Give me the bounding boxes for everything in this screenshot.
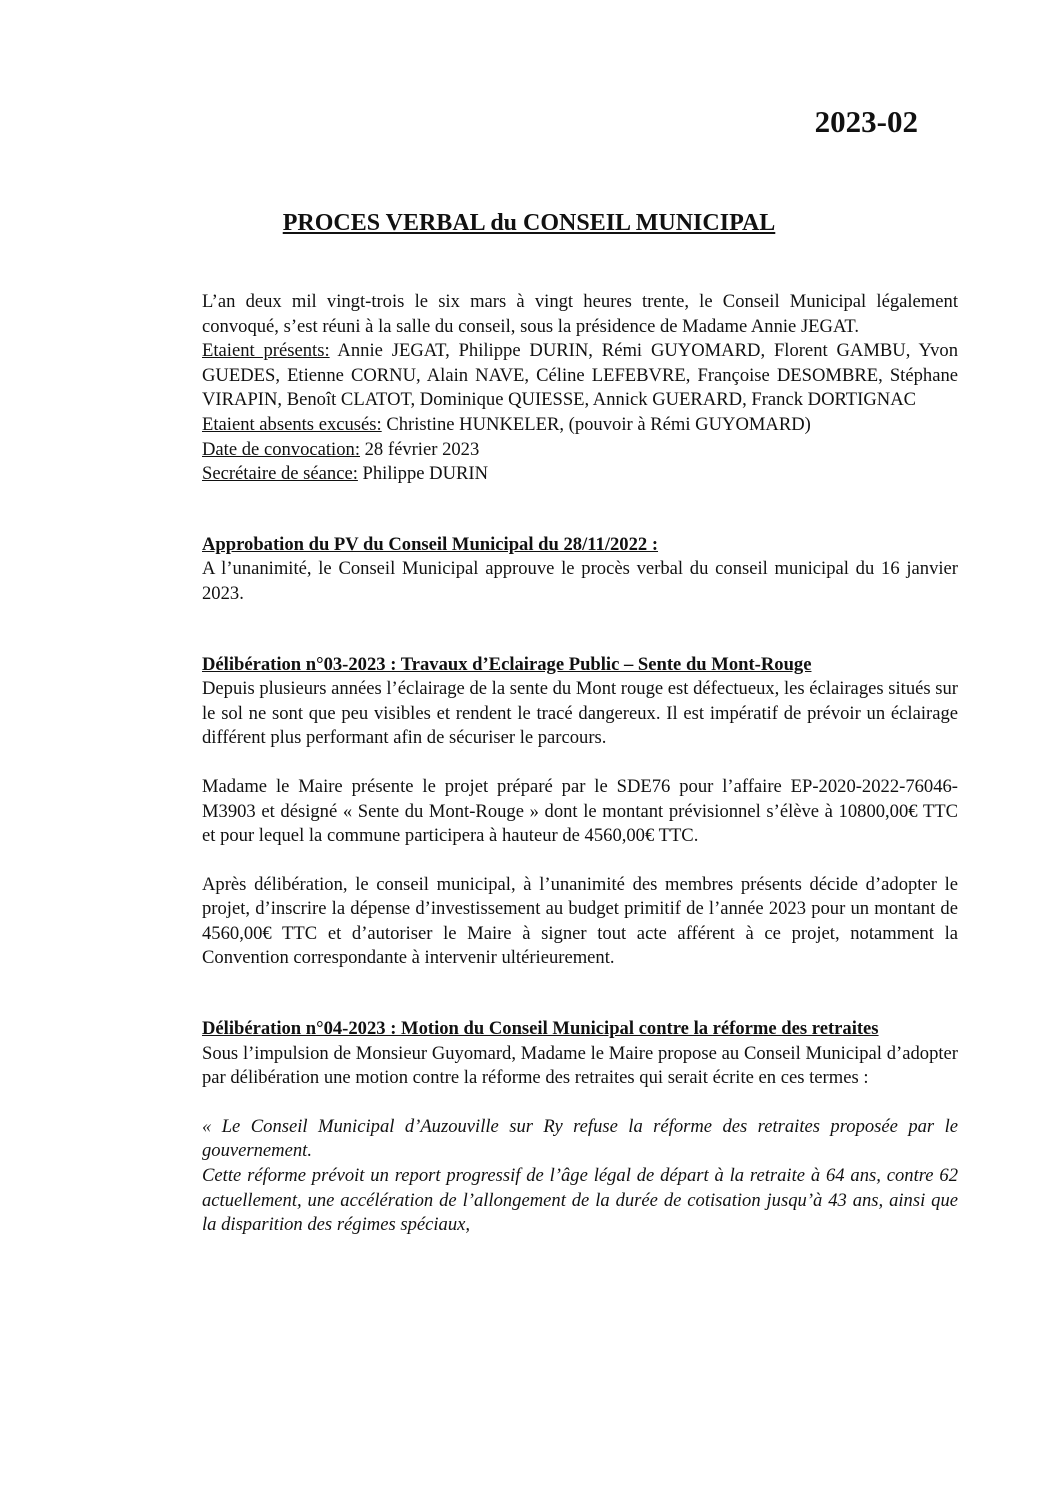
deliberation-04-paragraph-1: Sous l’impulsion de Monsieur Guyomard, Madame le Maire propose au Conseil Municipal d’adopter par délibération une motion contre la réforme des retraites qui serait écrite en ces termes : (202, 1042, 958, 1089)
deliberation-03-paragraph-3: Après délibération, le conseil municipal, à l’unanimité des membres présents décide d’adopter le projet, d’inscrire la dépense d’investissement au budget primitif de l’année 2023 pour un montant de 4560,00€ TTC et d’autoriser le Maire à signer tout acte afférent à ce projet, notamment la Convention correspondante à intervenir ultérieurement. (202, 873, 958, 969)
convocation-label: Date de convocation: (202, 438, 360, 460)
section-heading-pv-approval: Approbation du PV du Conseil Municipal du 28/11/2022 : (202, 533, 659, 555)
secretary-label: Secrétaire de séance: (202, 463, 358, 485)
motion-quote-1: « Le Conseil Municipal d’Auzouville sur Ry refuse la réforme des retraites proposée par le gouvernement. (202, 1115, 958, 1162)
document-body (202, 290, 958, 1238)
deliberation-03-paragraph-1: Depuis plusieurs années l’éclairage de la sente du Mont rouge est défectueux, les éclairages situés sur le sol ne sont que peu visibles et rendent le tracé dangereux. Il est impératif de prévoir un éclairage différent plus performant afin de sécuriser le parcours. (202, 678, 958, 749)
secretary (202, 462, 958, 487)
absent-label: Etaient absents excusés: (202, 413, 382, 435)
section-heading-deliberation-04: Délibération n°04-2023 : Motion du Conseil Municipal contre la réforme des retraites (202, 1018, 879, 1040)
section-heading-deliberation-03: Délibération n°03-2023 : Travaux d’Eclairage Public – Sente du Mont-Rouge (202, 653, 812, 675)
present-label: Etaient présents: (202, 340, 330, 362)
document-number: 2023-02 (814, 104, 918, 139)
convocation-date (202, 438, 958, 463)
motion-quote-2: Cette réforme prévoit un report progressif de l’âge légal de départ à la retraite à 64 ans, contre 62 actuellement, une accélération de l’allongement de la durée de cotisation jusqu’à 43 ans, ainsi que la disparition des régimes spéciaux, (202, 1165, 958, 1236)
absent-value: Christine HUNKELER, (pouvoir à Rémi GUYOMARD) (381, 413, 811, 435)
secretary-value: Philippe DURIN (357, 463, 489, 485)
present-members (202, 339, 958, 413)
present-value: Annie JEGAT, Philippe DURIN, Rémi GUYOMARD, Florent GAMBU, Yvon GUEDES, Etienne CORNU, Alain NAVE, Céline LEFEBVRE, Françoise DESOMBRE, Stéphane VIRAPIN, Benoît CLATOT, Dominique QUIESSE, Annick GUERARD, Franck DORTIGNAC (202, 340, 958, 411)
absent-members (202, 413, 958, 438)
deliberation-03-paragraph-2: Madame le Maire présente le projet préparé par le SDE76 pour l’affaire EP-2020-2022-76046-M3903 et désigné « Sente du Mont-Rouge » dont le montant prévisionnel s’élève à 10800,00€ TTC et pour lequel la commune participera à hauteur de 4560,00€ TTC. (202, 775, 958, 847)
intro-paragraph: L’an deux mil vingt-trois le six mars à vingt heures trente, le Conseil Municipal légalement convoqué, s’est réuni à la salle du conseil, sous la présidence de Madame Annie JEGAT. (202, 291, 958, 337)
pv-approval-text: A l’unanimité, le Conseil Municipal approuve le procès verbal du conseil municipal du 16 janvier 2023. (202, 558, 958, 604)
convocation-value: 28 février 2023 (359, 438, 480, 460)
page-title: PROCES VERBAL du CONSEIL MUNICIPAL (282, 210, 776, 236)
